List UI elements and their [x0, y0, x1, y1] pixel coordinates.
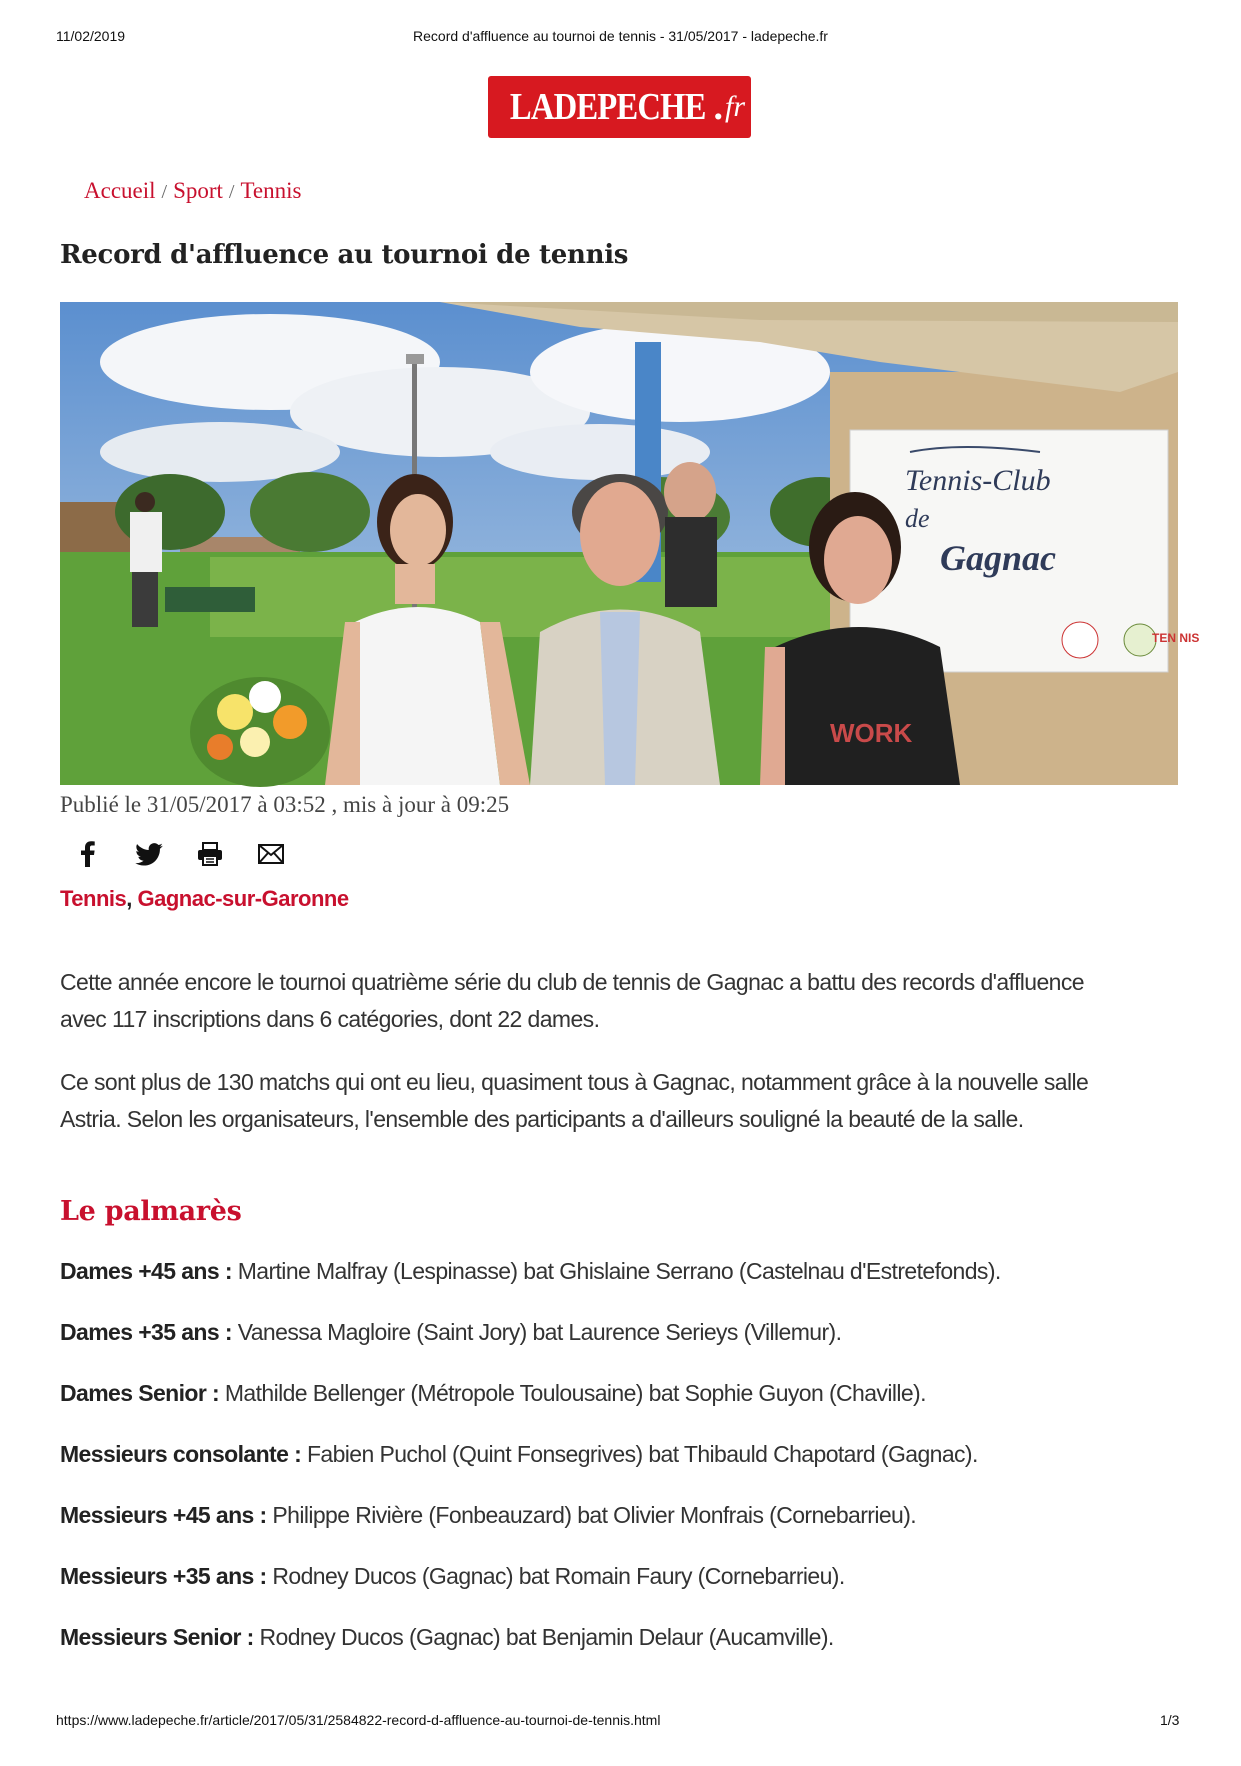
breadcrumb — [84, 178, 301, 204]
site-logo[interactable] — [488, 76, 751, 138]
print-date: 11/02/2019 — [56, 28, 126, 44]
result-text: Rodney Ducos (Gagnac) bat Benjamin Delaur (Aucamville). — [253, 1624, 834, 1650]
banner-text-de: de — [905, 504, 930, 533]
result-category: Messieurs +35 ans : — [60, 1563, 267, 1589]
result-item — [60, 1380, 1160, 1441]
banner-sponsor-text: TEN NIS — [1152, 631, 1200, 645]
result-category: Dames +35 ans : — [60, 1319, 232, 1345]
article-photo — [60, 302, 1200, 785]
section-heading: Le palmarès — [60, 1196, 242, 1227]
result-item — [60, 1258, 1160, 1319]
print-url: https://www.ladepeche.fr/article/2017/05/31/2584822-record-d-affluence-au-tournoi-de-tennis.html — [56, 1712, 661, 1728]
result-category: Messieurs Senior : — [60, 1624, 254, 1650]
article-paragraph: Ce sont plus de 130 matchs qui ont eu lieu, quasiment tous à Gagnac, notamment grâce à la nouvelle salle Astria. Selon les organisateurs, l'ensemble des participants a d'ailleurs souligné la beauté de la salle. — [60, 1069, 1089, 1132]
result-item — [60, 1624, 1160, 1685]
share-bar — [74, 838, 318, 870]
breadcrumb-separator: / — [161, 181, 168, 203]
article-title: Record d'affluence au tournoi de tennis — [60, 240, 629, 270]
result-item — [60, 1502, 1160, 1563]
email-icon[interactable] — [257, 840, 285, 868]
result-text: Rodney Ducos (Gagnac) bat Romain Faury (Cornebarrieu). — [266, 1563, 845, 1589]
twitter-icon[interactable] — [135, 840, 163, 868]
article-paragraph: Cette année encore le tournoi quatrième série du club de tennis de Gagnac a battu des records d'affluence avec 117 inscriptions dans 6 catégories, dont 22 dames. — [60, 969, 1084, 1032]
publish-date: Publié le 31/05/2017 à 03:52 , mis à jour à 09:25 — [60, 792, 510, 817]
breadcrumb-separator: / — [228, 181, 235, 203]
result-text: Martine Malfray (Lespinasse) bat Ghislaine Serrano (Castelnau d'Estretefonds). — [231, 1258, 1001, 1284]
man-back — [664, 462, 717, 607]
tag-separator: , — [126, 886, 132, 911]
spectator-left — [130, 492, 162, 627]
result-category: Dames Senior : — [60, 1380, 220, 1406]
breadcrumb-home-link[interactable]: Accueil — [84, 178, 156, 203]
shirt-text: WORK — [830, 718, 913, 748]
breadcrumb-tennis-link[interactable]: Tennis — [240, 178, 302, 203]
result-category: Messieurs consolante : — [60, 1441, 302, 1467]
print-header — [0, 28, 1241, 48]
page-number: 1/3 — [1160, 1712, 1180, 1728]
flower-bouquet — [190, 677, 330, 787]
breadcrumb-sport-link[interactable]: Sport — [173, 178, 223, 203]
results-list — [60, 1258, 1160, 1685]
tag-link-gagnac[interactable]: Gagnac-sur-Garonne — [137, 886, 349, 911]
print-icon[interactable] — [196, 840, 224, 868]
result-item — [60, 1319, 1160, 1380]
tag-link-tennis[interactable]: Tennis — [60, 886, 127, 911]
result-category: Messieurs +45 ans : — [60, 1502, 267, 1528]
result-text: Fabien Puchol (Quint Fonsegrives) bat Thibauld Chapotard (Gagnac). — [301, 1441, 978, 1467]
logo-dot: . — [713, 86, 723, 128]
result-item — [60, 1441, 1160, 1502]
banner-text-club: Tennis-Club — [905, 464, 1051, 497]
result-text: Vanessa Magloire (Saint Jory) bat Laurence Serieys (Villemur). — [231, 1319, 842, 1345]
result-item — [60, 1563, 1160, 1624]
logo-wordmark: LADEPECHE — [509, 86, 706, 128]
print-page-title: Record d'affluence au tournoi de tennis - 31/05/2017 - ladepeche.fr — [413, 28, 828, 44]
banner-text-gagnac: Gagnac — [940, 538, 1056, 578]
result-text: Philippe Rivière (Fonbeauzard) bat Olivier Monfrais (Cornebarrieu). — [266, 1502, 917, 1528]
logo-suffix: fr — [724, 90, 745, 123]
facebook-icon[interactable] — [74, 840, 102, 868]
result-text: Mathilde Bellenger (Métropole Toulousaine) bat Sophie Guyon (Chaville). — [219, 1380, 926, 1406]
result-category: Dames +45 ans : — [60, 1258, 232, 1284]
article-tags — [60, 886, 349, 912]
